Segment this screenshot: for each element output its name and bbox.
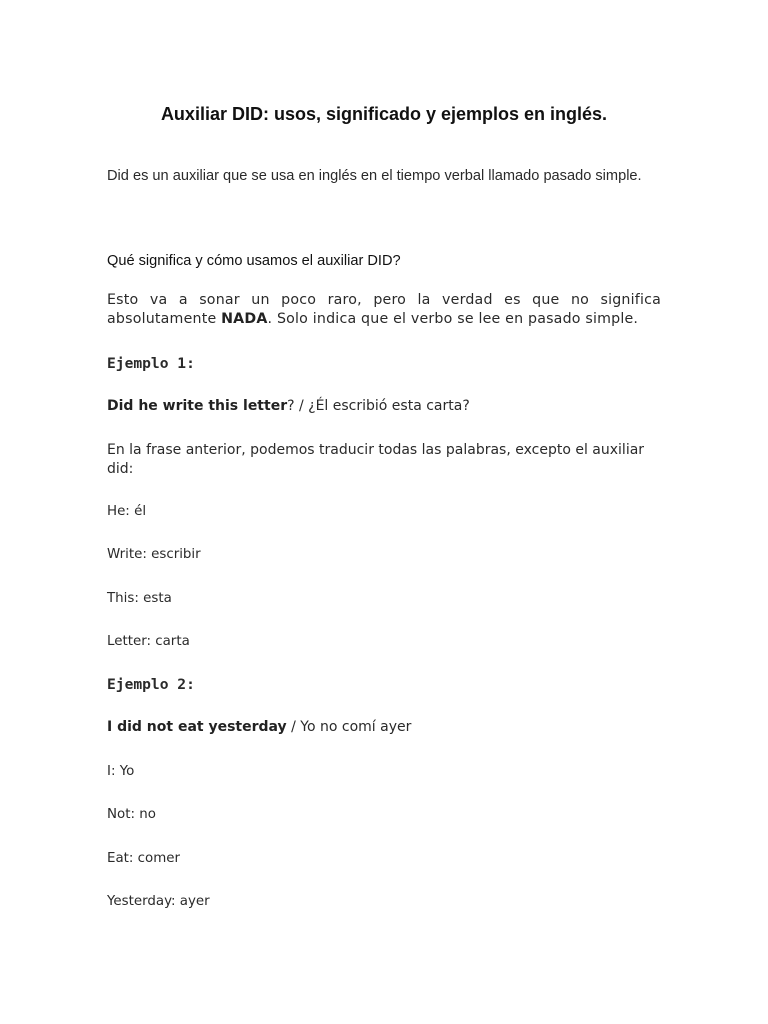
question-subheading: Qué significa y cómo usamos el auxiliar DID? [107, 253, 401, 269]
word-item: This: esta [107, 591, 172, 606]
example-1-sentence [107, 397, 661, 416]
example-1-translation: ? / ¿Él escribió esta carta? [287, 398, 470, 414]
explanation-text: Esto va a sonar un poco raro, pero la verdad es que no significa absolutamente [107, 292, 661, 327]
word-item: He: él [107, 504, 147, 519]
intro-paragraph: Did es un auxiliar que se usa en inglés en el tiempo verbal llamado pasado simple. [107, 168, 642, 184]
word-item: Eat: comer [107, 851, 181, 866]
example-1-english: Did he write this letter [107, 398, 288, 414]
word-item: I: Yo [107, 764, 135, 779]
example-2-translation: / Yo no comí ayer [286, 719, 412, 735]
page-title: Auxiliar DID: usos, significado y ejemplos en inglés. [160, 104, 608, 124]
explanation-paragraph [107, 291, 661, 329]
example-1-heading: Ejemplo 1: [107, 355, 195, 372]
word-item: Write: escribir [107, 547, 201, 562]
example-2-sentence [107, 718, 661, 737]
word-item: Not: no [107, 807, 156, 822]
explanation-text-end: . Solo indica que el verbo se lee en pasado simple. [267, 311, 639, 327]
example-2-heading: Ejemplo 2: [107, 676, 195, 693]
word-item: Letter: carta [107, 634, 190, 649]
example-2-english: I did not eat yesterday [107, 719, 287, 735]
word-item: Yesterday: ayer [107, 894, 210, 909]
emphasis-text: NADA [221, 311, 268, 327]
example-1-note: En la frase anterior, podemos traducir todas las palabras, excepto el auxiliar did: [107, 442, 645, 477]
